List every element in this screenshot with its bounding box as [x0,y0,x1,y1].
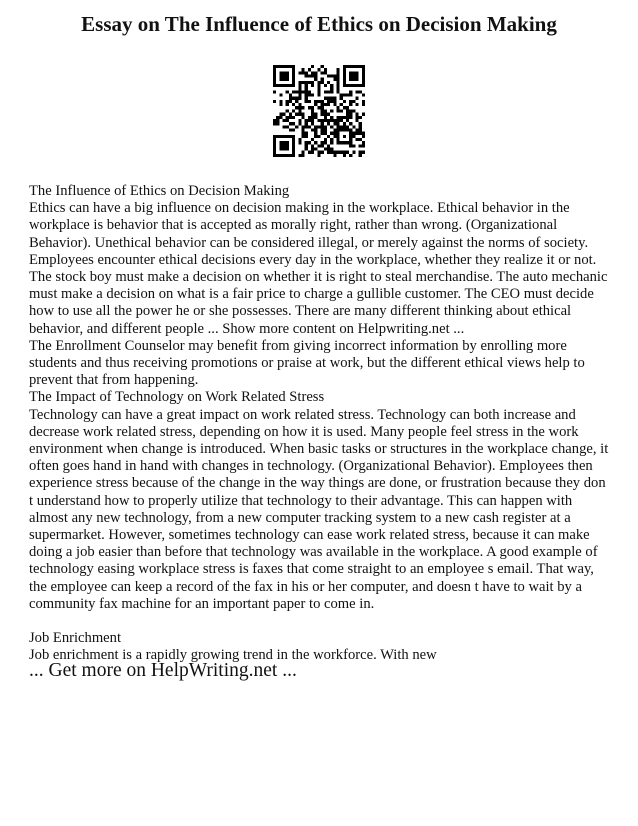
body-paragraph: Ethics can have a big influence on decision making in the workplace. Ethical behavior in the workplace is behavior that is accepted as morally right, rather than wrong. (Organizational Behavior). Unethical behavior can be considered illegal, or merely against the norms of society. Employees encounter ethical decisions every day in the workplace, whether they realize it or not. The stock boy must make a decision on whether it is right to steal merchandise. The auto mechanic must make a decision on what is a fair price to charge a gullible customer. The CEO must decide how to use all the power he or she possesses. There are many different thinking about ethical behavior, and different people ... Show more content on Helpwriting.net ... [29,200,608,337]
section-heading: Job Enrichment [29,630,122,647]
body-paragraph: Technology can have a great impact on work related stress. Technology can both increase and decrease work related stress, depending on how it is used. Many people feel stress in the work environment when change is introduced. When basic tasks or structures in the workplace change, it often goes hand in hand with changes in technology. (Organizational Behavior). Employees then experience stress because of the change in the way things are done, or frustration because they don t understand how to properly utilize that technology to their advantage. This can happen with almost any new technology, from a new computer tracking system to a new cash register at a supermarket. However, sometimes technology can ease work related stress, because it can make doing a job easier than before that technology was available in the workplace. A good example of technology easing workplace stress is faxes that come straight to an employee s email. That way, the employee can keep a record of the fax in his or her computer, and doesn t have to wait by a community fax machine for an important paper to come in. [29,406,609,612]
body-paragraph: Job enrichment is a rapidly growing trend in the workforce. With new [29,647,437,664]
section-heading: The Influence of Ethics on Decision Making [29,183,290,199]
section-heading: The Impact of Technology on Work Related Stress [29,389,325,406]
paragraph-spacer [29,613,611,630]
qr-code-icon [273,65,365,157]
page-title: Essay on The Influence of Ethics on Decision Making [81,12,557,36]
body-paragraph: The Enrollment Counselor may benefit from giving incorrect information by enrolling more students and thus receiving promotions or praise at work, but the different ethical views help to prevent that from happening. [29,337,585,389]
get-more-link[interactable]: ... Get more on HelpWriting.net ... [29,660,297,681]
essay-body [29,183,611,664]
